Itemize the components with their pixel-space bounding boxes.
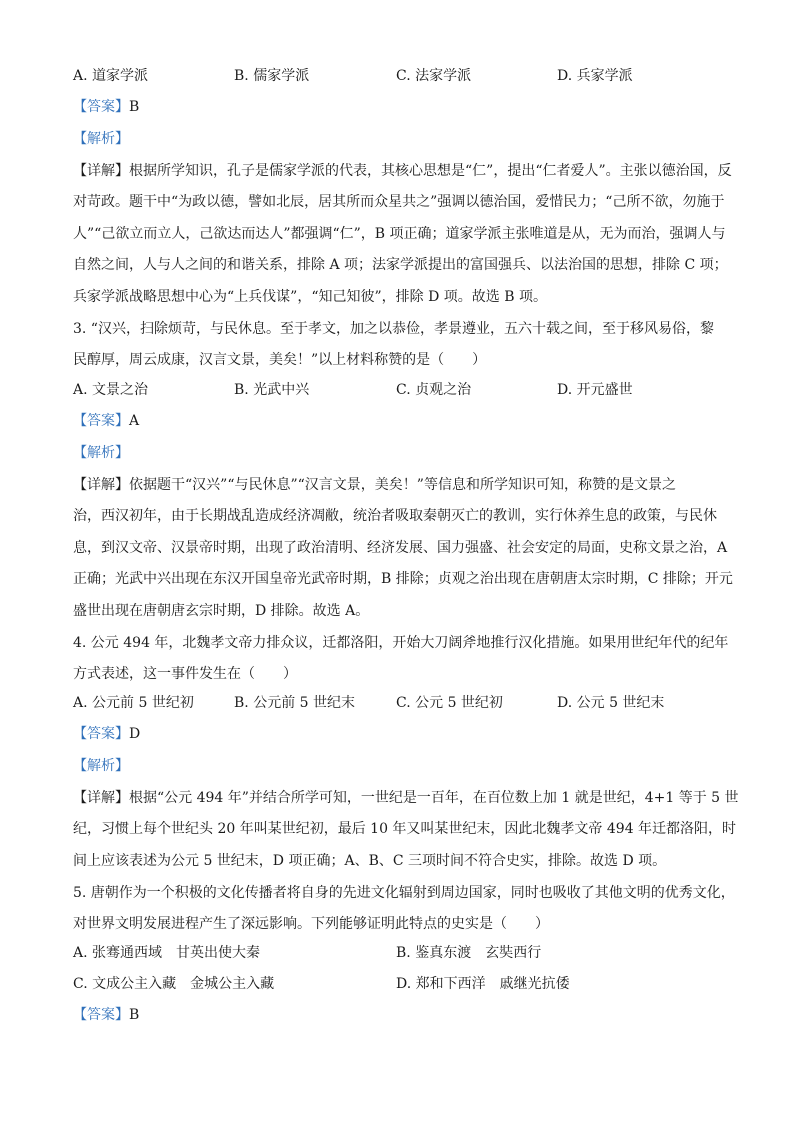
question-stem: 对世界文明发展进程产生了深远影响。下列能够证明此特点的史实是（ ）: [73, 916, 549, 932]
detail-line: 盛世出现在唐朝唐玄宗时期，D 排除。故选 A。: [73, 603, 370, 619]
detail-line: 兵家学派战略思想中心为“上兵伐谋”，“知己知彼”，排除 D 项。故选 B 项。: [73, 289, 547, 305]
answer-value: D: [129, 726, 141, 742]
detail-line: 对苛政。题干中“为政以德，譬如北辰，居其所而众星共之”强调以德治国，爱惜民力；“己所不欲，勿施于: [73, 194, 725, 210]
analysis-tag: 【解析】: [73, 445, 129, 461]
analysis-tag: 【解析】: [73, 131, 129, 147]
option-c: C. 公元 5 世纪初: [396, 695, 503, 711]
question-stem: 3. “汉兴，扫除烦苛，与民休息。至于孝文，加之以恭俭，孝景遵业，五六十载之间，至于移风易俗，黎: [73, 321, 714, 337]
option-b: B. 公元前 5 世纪末: [234, 695, 355, 711]
detail-text: 根据“公元 494 年”并结合所学可知，一世纪是一百年，在百位数上加 1 就是世纪，4+1 等于 5 世: [129, 790, 739, 806]
option-d: D. 开元盛世: [557, 382, 633, 398]
question-stem: 方式表述，这一事件发生在（ ）: [73, 666, 297, 682]
option-b: B. 光武中兴: [234, 382, 310, 398]
answer-value: A: [129, 413, 140, 429]
option-c: C. 法家学派: [396, 68, 472, 84]
detail-line: 纪，习惯上每个世纪头 20 年叫某世纪初，最后 10 年又叫某世纪末，因此北魏孝文帝 494 年迁都洛阳，时: [73, 821, 737, 837]
analysis-tag: 【解析】: [73, 758, 129, 774]
answer-value: B: [129, 99, 140, 115]
detail-line: 治，西汉初年，由于长期战乱造成经济凋敝，统治者吸取秦朝灭亡的教训，实行休养生息的政策，与民休: [73, 508, 717, 524]
option-c: C. 贞观之治: [396, 382, 472, 398]
option-c: C. 文成公主入藏 金城公主入藏: [73, 976, 275, 992]
detail-line: 自然之间，人与人之间的和谐关系，排除 A 项；法家学派提出的富国强兵、以法治国的思想，排除 C 项；: [73, 257, 728, 273]
answer-line: [73, 98, 139, 116]
option-a: A. 公元前 5 世纪初: [73, 695, 194, 711]
question-stem: 民醇厚，周云成康，汉言文景，美矣！”以上材料称赞的是（ ）: [73, 352, 487, 368]
detail-line: [73, 789, 739, 807]
option-d: D. 郑和下西洋 戚继光抗倭: [396, 976, 570, 992]
detail-tag: 【详解】: [73, 477, 129, 493]
detail-line: 间上应该表述为公元 5 世纪末，D 项正确；A、B、C 三项时间不符合史实，排除。故选 D 项。: [73, 853, 667, 869]
option-b: B. 儒家学派: [234, 68, 310, 84]
answer-tag: 【答案】: [73, 413, 129, 429]
option-d: D. 兵家学派: [557, 68, 633, 84]
option-a: A. 文景之治: [73, 382, 149, 398]
answer-tag: 【答案】: [73, 1007, 129, 1023]
answer-line: [73, 725, 140, 743]
detail-line: [73, 476, 676, 494]
answer-tag: 【答案】: [73, 726, 129, 742]
question-stem: 4. 公元 494 年，北魏孝文帝力排众议，迁都洛阳，开始大刀阔斧地推行汉化措施。如果用世纪年代的纪年: [73, 635, 729, 651]
answer-line: [73, 412, 139, 430]
option-d: D. 公元 5 世纪末: [557, 695, 665, 711]
detail-line: [73, 162, 732, 180]
detail-text: 根据所学知识，孔子是儒家学派的代表，其核心思想是“仁”，提出“仁者爱人”。主张以德治国，反: [129, 163, 732, 179]
answer-line: [73, 1006, 139, 1024]
question-stem: 5. 唐朝作为一个积极的文化传播者将自身的先进文化辐射到周边国家，同时也吸收了其他文明的优秀文化，: [73, 885, 735, 901]
detail-tag: 【详解】: [73, 163, 129, 179]
option-b: B. 鉴真东渡 玄奘西行: [396, 945, 542, 961]
detail-text: 依据题干“汉兴”“与民休息”“汉言文景，美矣！”等信息和所学知识可知，称赞的是文景之: [129, 477, 676, 493]
detail-line: 正确；光武中兴出现在东汉开国皇帝光武帝时期，B 排除；贞观之治出现在唐朝唐太宗时期，C 排除；开元: [73, 571, 733, 587]
detail-tag: 【详解】: [73, 790, 129, 806]
option-a: A. 道家学派: [73, 68, 149, 84]
answer-tag: 【答案】: [73, 99, 129, 115]
detail-line: 息，到汉文帝、汉景帝时期，出现了政治清明、经济发展、国力强盛、社会安定的局面，史称文景之治，A: [73, 540, 728, 556]
option-a: A. 张骞通西域 甘英出使大秦: [73, 945, 261, 961]
answer-value: B: [129, 1007, 140, 1023]
detail-line: 人”“己欲立而立人，己欲达而达人”都强调“仁”，B 项正确；道家学派主张唯道是从，无为而治，强调人与: [73, 226, 726, 242]
